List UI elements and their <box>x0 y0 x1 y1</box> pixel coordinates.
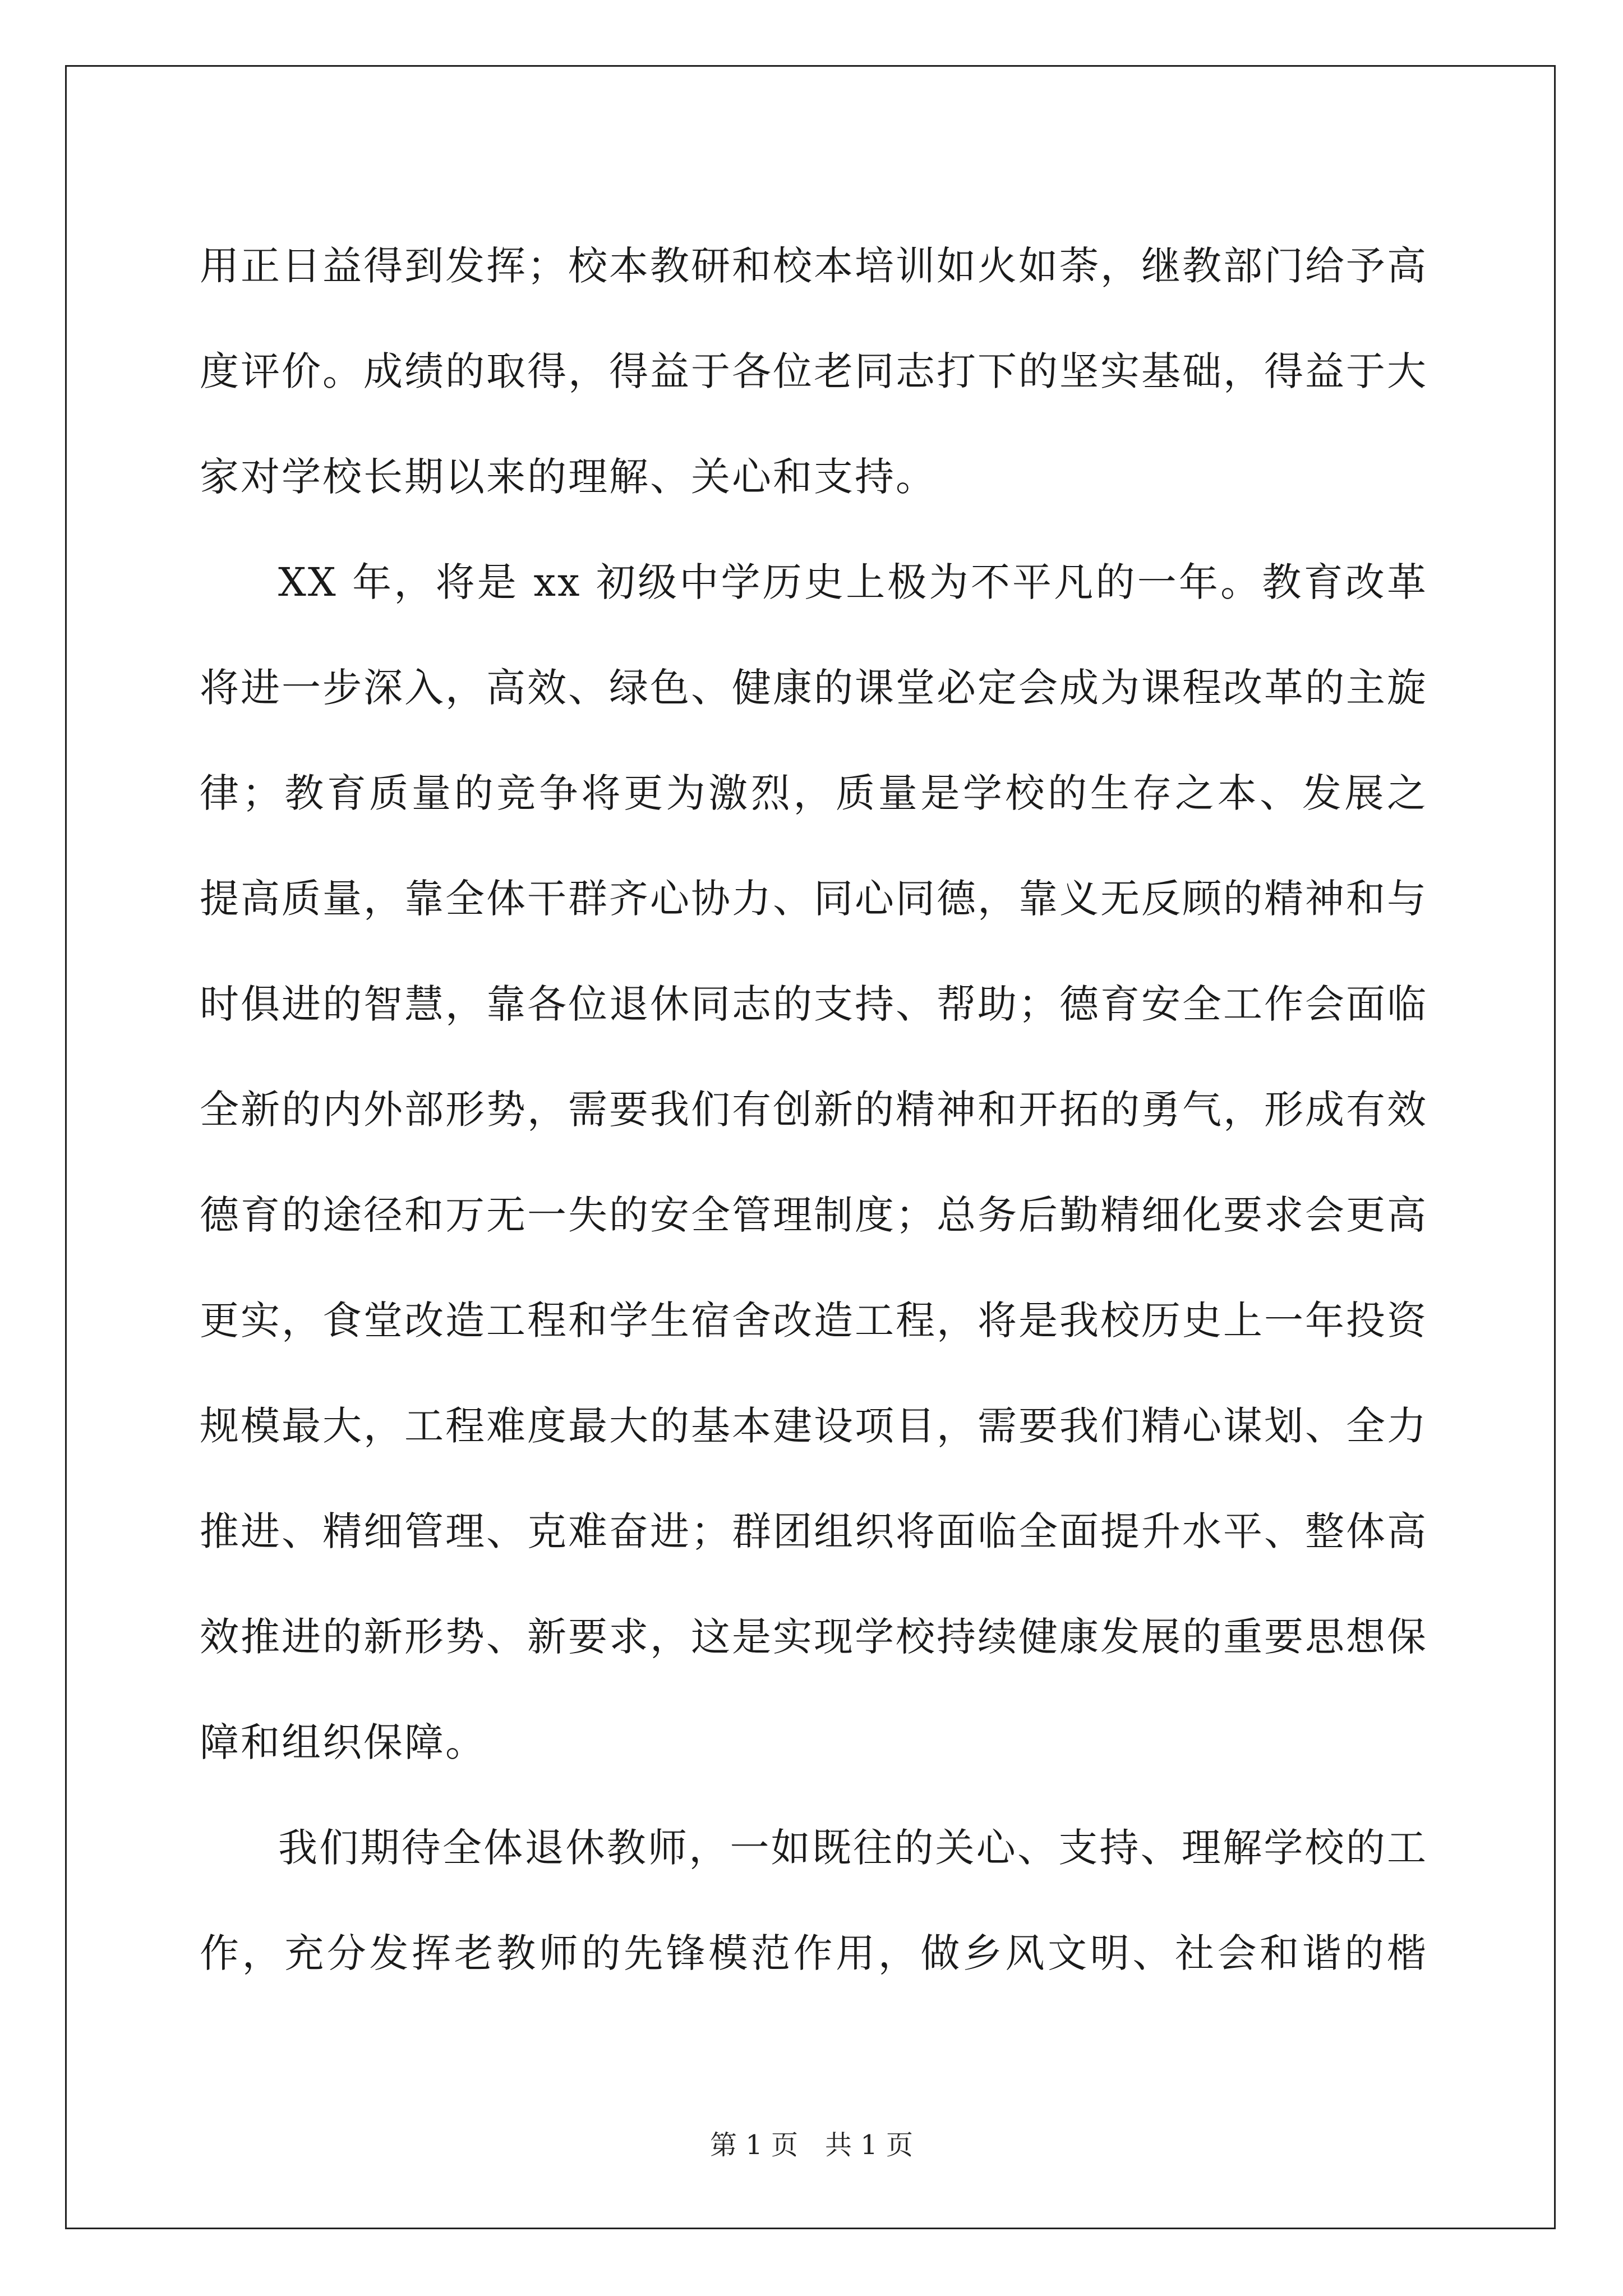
paragraph-2-line-4: 提高质量，靠全体干群齐心协力、同心同德，靠义无反顾的精神和与 <box>200 876 1428 922</box>
paragraph-2-line-3: 律；教育质量的竞争将更为激烈，质量是学校的生存之本、发展之 <box>200 770 1428 816</box>
paragraph-2-line-6: 全新的内外部形势，需要我们有创新的精神和开拓的勇气，形成有效 <box>200 1087 1428 1133</box>
paragraph-1-line-2: 度评价。成绩的取得，得益于各位老同志打下的坚实基础，得益于大 <box>200 348 1428 394</box>
paragraph-3-line-2: 作，充分发挥老教师的先锋模范作用，做乡风文明、社会和谐的楷 <box>200 1930 1428 1976</box>
paragraph-2-line-1: XX 年，将是 xx 初级中学历史上极为不平凡的一年。教育改革 <box>278 559 1428 605</box>
paragraph-2-line-7: 德育的途径和万无一失的安全管理制度；总务后勤精细化要求会更高 <box>200 1192 1428 1238</box>
paragraph-2-line-5: 时俱进的智慧，靠各位退休同志的支持、帮助；德育安全工作会面临 <box>200 981 1428 1027</box>
paragraph-3-line-1: 我们期待全体退休教师，一如既往的关心、支持、理解学校的工 <box>278 1825 1428 1871</box>
page-number-footer: 第 1 页 共 1 页 <box>709 2129 914 2161</box>
paragraph-2-line-12: 障和组织保障。 <box>200 1719 486 1765</box>
paragraph-2-line-9: 规模最大，工程难度最大的基本建设项目，需要我们精心谋划、全力 <box>200 1403 1428 1449</box>
paragraph-2-line-10: 推进、精细管理、克难奋进；群团组织将面临全面提升水平、整体高 <box>200 1508 1428 1554</box>
document-body <box>200 213 1428 2006</box>
paragraph-1-line-1: 用正日益得到发挥；校本教研和校本培训如火如荼，继教部门给予高 <box>200 243 1428 289</box>
paragraph-2-line-2: 将进一步深入，高效、绿色、健康的课堂必定会成为课程改革的主旋 <box>200 665 1428 711</box>
paragraph-2-line-11: 效推进的新形势、新要求，这是实现学校持续健康发展的重要思想保 <box>200 1614 1428 1660</box>
paragraph-2-line-8: 更实，食堂改造工程和学生宿舍改造工程，将是我校历史上一年投资 <box>200 1297 1428 1343</box>
paragraph-1-line-3: 家对学校长期以来的理解、关心和支持。 <box>200 454 937 500</box>
